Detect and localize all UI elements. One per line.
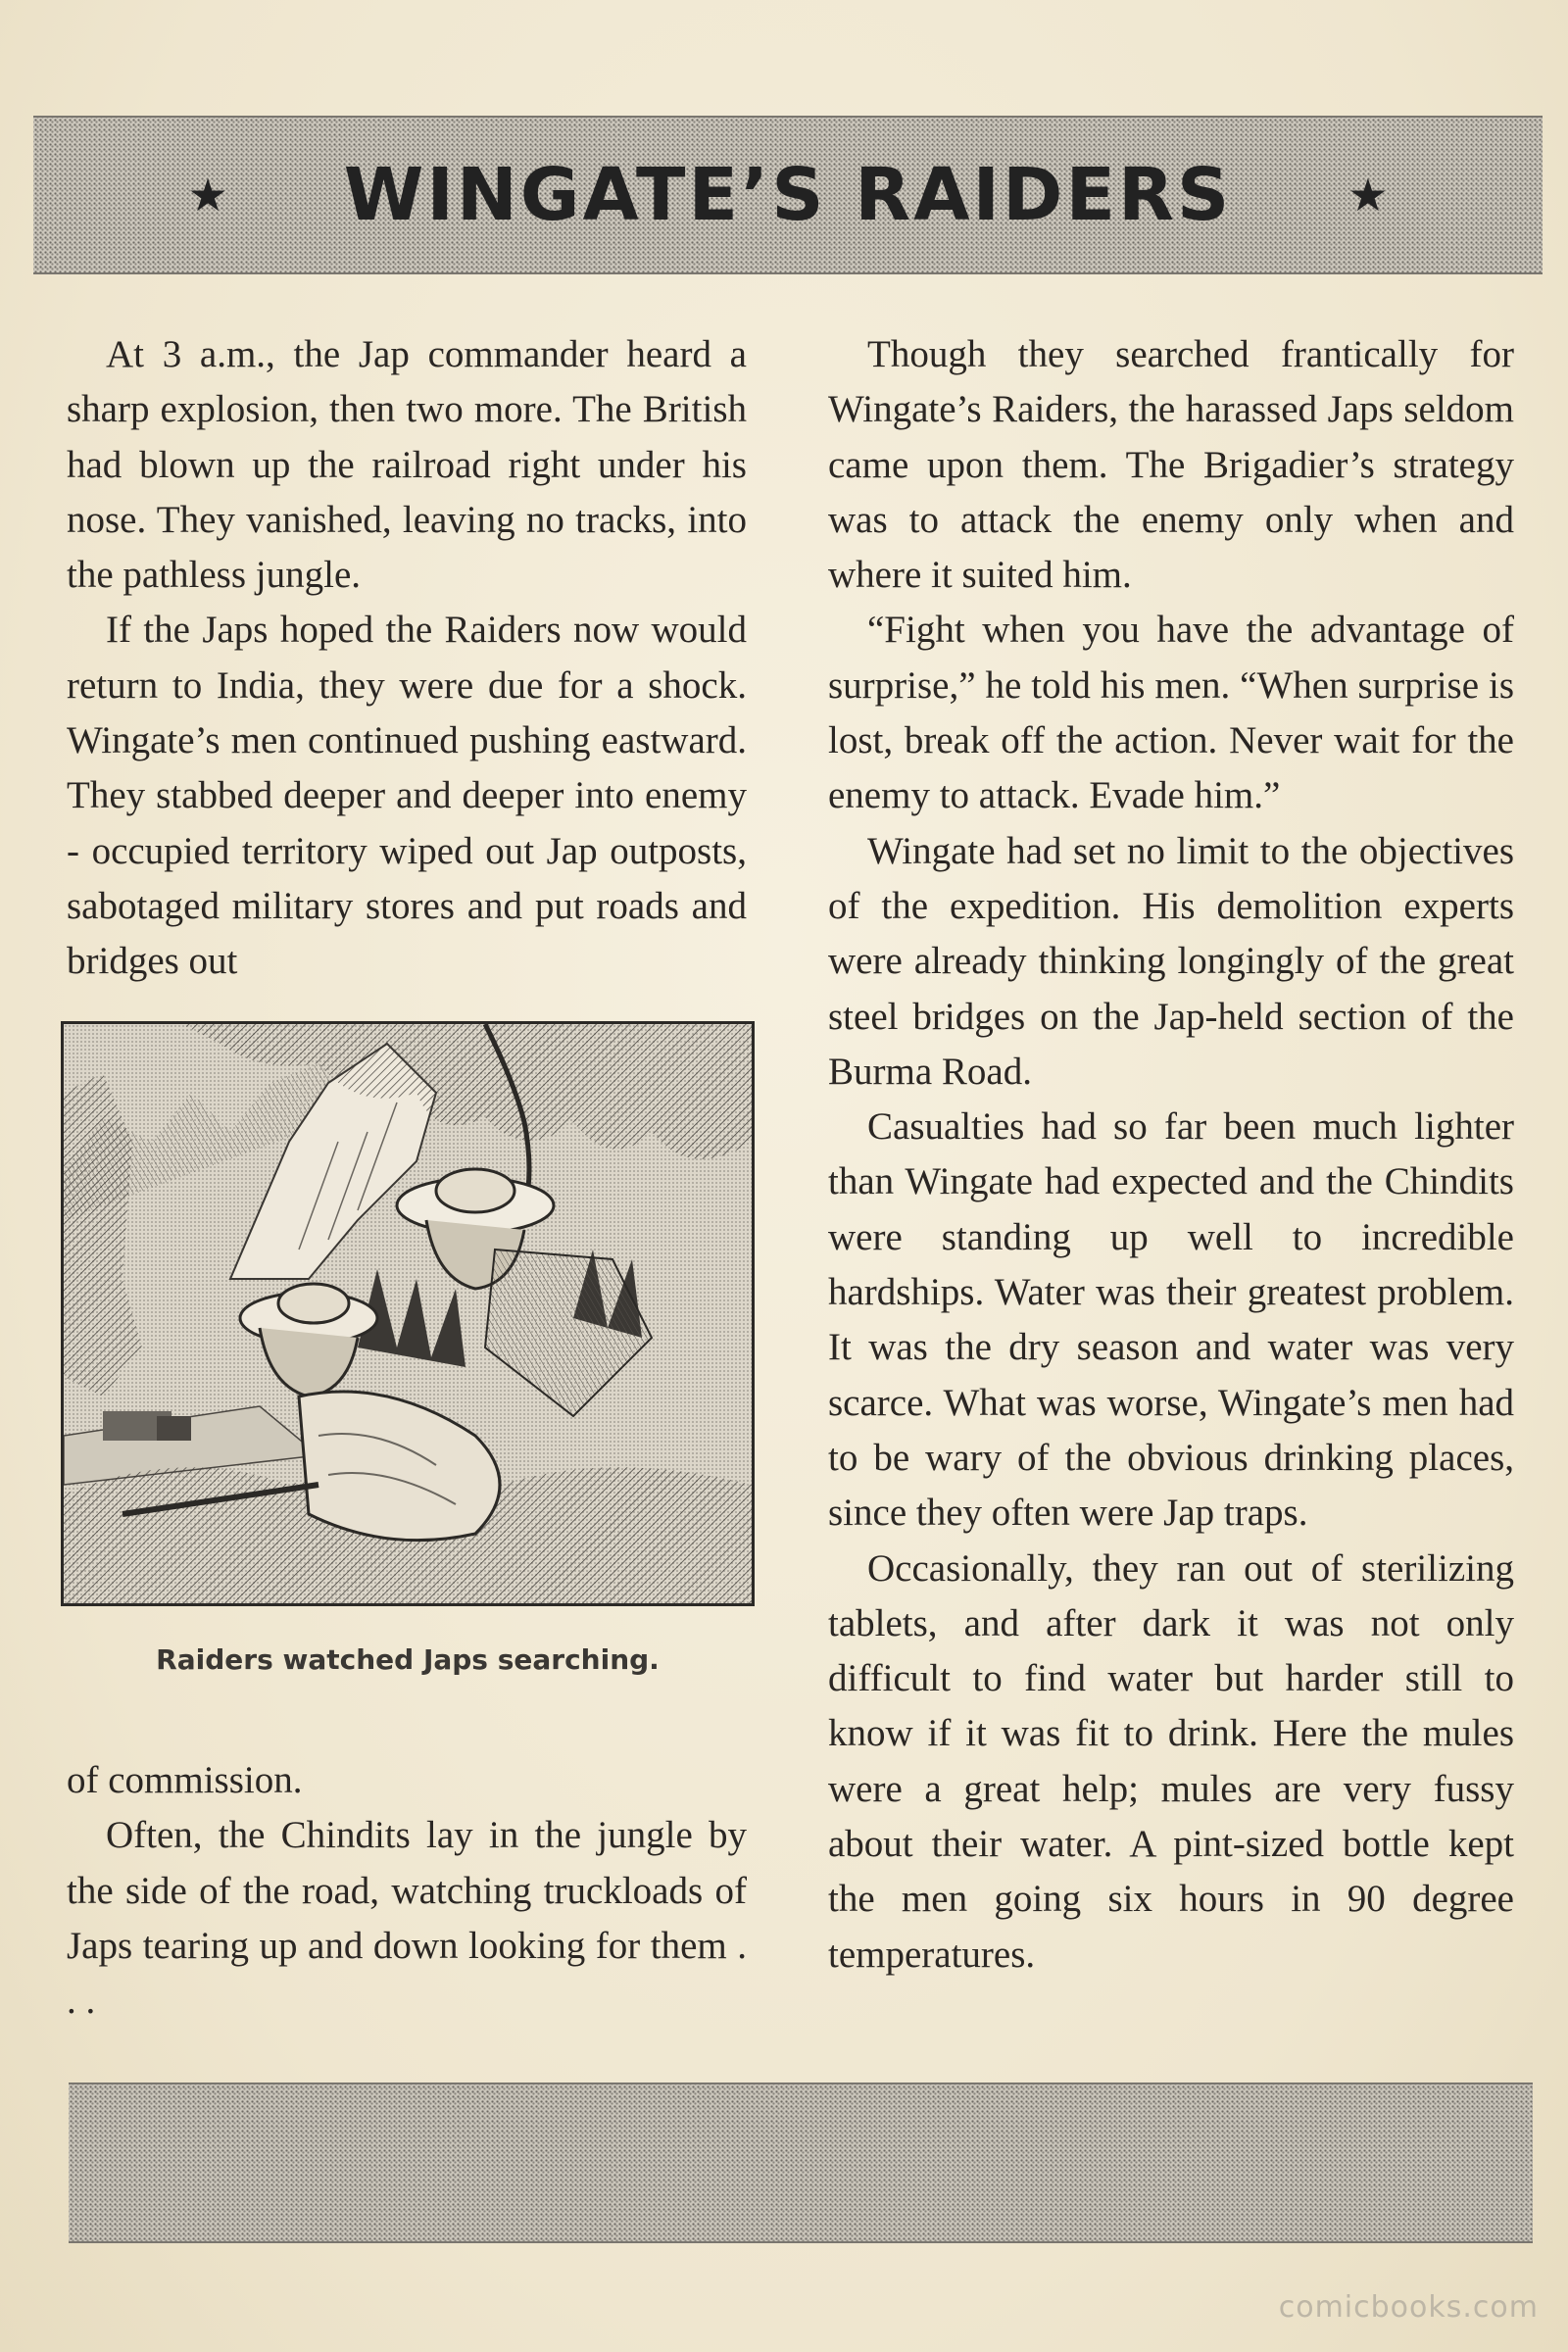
left-column-bottom — [67, 1753, 747, 2029]
left-column-top — [67, 327, 747, 990]
star-right-icon: ★ — [1348, 169, 1389, 221]
watermark: comicbooks.com — [1278, 2290, 1539, 2325]
paragraph: Wingate had set no limit to the objectives of the expedition. His demolition experts were already thinking longingly of the great steel bridges on the Jap-held section of the Burma Road. — [828, 829, 1514, 1093]
paragraph: Occasionally, they ran out of sterilizing tablets, and after dark it was not only difficult to find water but harder still to know if it was fit to drink. Here the mules were a great help; mules are very fussy about their water. A pint-sized bottle kept the men going six hours in 90 degree temperatures. — [828, 1546, 1514, 1976]
footer-banner — [69, 2082, 1533, 2243]
star-left-icon: ★ — [187, 169, 228, 221]
paragraph: of commission. — [67, 1759, 303, 1801]
title-banner — [33, 116, 1543, 274]
paragraph: “Fight when you have the advantage of surprise,” he told his men. “When surprise is lost, break off the action. Never wait for the enemy to attack. Evade him.” — [828, 609, 1514, 817]
paragraph: Though they searched frantically for Wingate’s Raiders, the harassed Japs seldom came upon them. The Brigadier’s strategy was to attack the enemy only when and where it suited him. — [828, 333, 1514, 597]
paragraph: At 3 a.m., the Jap commander heard a sharp explosion, then two more. The British had blown up the railroad right under his nose. They vanished, leaving no tracks, into the pathless jungle. — [67, 333, 747, 597]
figure-caption: Raiders watched Japs searching. — [156, 1643, 660, 1676]
illustration-drawing — [64, 1024, 752, 1603]
right-column — [828, 327, 1514, 1983]
paragraph: Often, the Chindits lay in the jungle by the side of the road, watching truckloads of Japs tearing up and down looking for them . . . — [67, 1814, 747, 2023]
paragraph: If the Japs hoped the Raiders now would return to India, they were due for a shock. Wingate’s men continued pushing eastward. They stabbed deeper and deeper into enemy - occupied territory wiped out Jap outposts, sabotaged military stores and put roads and bridges out — [67, 609, 747, 983]
page-title: WINGATE’S RAIDERS — [343, 153, 1233, 237]
illustration-raiders — [61, 1021, 755, 1606]
paragraph: Casualties had so far been much lighter than Wingate had expected and the Chindits were standing up well to incredible hardships. Water was their greatest problem. It was the dry season and water was very scarce. What was worse, Wingate’s men had to be wary of the obvious drinking places, since they often were Jap traps. — [828, 1105, 1514, 1535]
